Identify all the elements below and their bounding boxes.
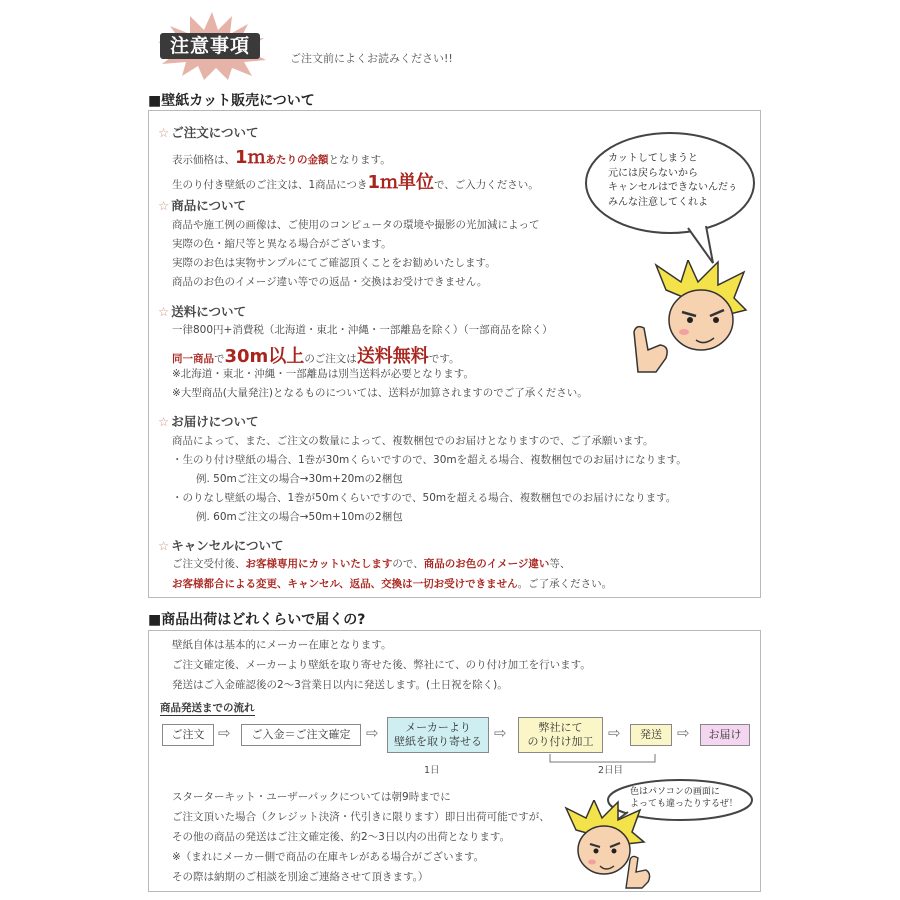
section-heading-shipping-time: ■商品出荷はどれくらいで届くの? (148, 612, 366, 628)
intro-line: ご注文確定後、メーカーより壁紙を取り寄せた後、弊社にて、のり付け加工を行います。 (172, 659, 591, 671)
note-line: その他の商品の発送はご注文確定後、約2～3日以内の出荷となります。 (172, 831, 511, 843)
flow-step-order: ご注文 (162, 724, 214, 746)
flow-title: 商品発送までの流れ (160, 702, 255, 714)
shipping-line-3: ※北海道・東北・沖縄・一部離島は別当送料が必要となります。 (172, 368, 474, 380)
star-icon: ☆ (158, 198, 170, 213)
shipping-line-2: 同一商品で30m以上のご注文は送料無料です。 (172, 346, 460, 367)
shipping-line-1: 一律800円+消費税（北海道・東北・沖縄・一部離島を除く）（一部商品を除く） (172, 324, 553, 336)
delivery-line: ・のりなし壁紙の場合、1巻が50mくらいですので、50mを超える場合、複数梱包でのお届けになります。 (172, 492, 677, 504)
cancel-line-1: ご注文受付後、お客様専用にカットいたしますので、商品のお色のイメージ違い等、 (172, 558, 571, 570)
speech-text: 色はパソコンの画面に よっても違ったりするぜ！ (630, 787, 738, 809)
note-line: ※（まれにメーカー側で商品の在庫キレがある場合がございます。 (172, 851, 485, 863)
product-line: 商品や施工例の画像は、ご使用のコンピュータの環境や撮影の光加減によって (172, 219, 540, 231)
star-icon: ☆ (158, 414, 170, 429)
order-line-1: 表示価格は、1ｍあたりの金額となります。 (172, 147, 391, 168)
cancel-title: ☆ キャンセルについて (158, 538, 284, 553)
star-icon: ☆ (158, 125, 170, 140)
delivery-line: 商品によって、また、ご注文の数量によって、複数梱包でのお届けとなりますので、ご了承願います。 (172, 435, 654, 447)
arrow-right-icon: ⇨ (366, 724, 379, 742)
cartoon-character-icon (626, 260, 756, 375)
order-title: ☆ ご注文について (158, 125, 259, 140)
note-line: スターターキット・ユーザーパックについては朝9時までに (172, 791, 451, 803)
note-line: その際は納期のご相談を別途ご連絡させて頂きます。） (172, 871, 429, 883)
shipping-title: ☆ 送料について (158, 304, 246, 319)
flow-step-payment: ご入金＝ご注文確定 (241, 724, 361, 746)
arrow-right-icon: ⇨ (677, 724, 690, 742)
speech-text: カットしてしまうと 元には戻らないから キャンセルはできないんだぅ みんな注意してくれよ (608, 153, 738, 208)
product-line: 実際の色・縮尺等と異なる場合がございます。 (172, 238, 392, 250)
delivery-example: 例. 60mご注文の場合→50m+10mの2梱包 (196, 511, 403, 523)
product-line: 実際のお色は実物サンプルにてご確認頂くことをお勧めいたします。 (172, 257, 496, 269)
intro-line: 発送はご入金確認後の2～3営業日以内に発送します。(土日祝を除く)。 (172, 679, 508, 691)
note-line: ご注文頂いた場合（クレジット決済・代引きに限ります）即日出荷可能ですが、 (172, 811, 550, 823)
delivery-title: ☆ お届けについて (158, 414, 259, 429)
arrow-right-icon: ⇨ (494, 724, 507, 742)
arrow-right-icon: ⇨ (218, 724, 231, 742)
star-icon: ☆ (158, 304, 170, 319)
intro-line: 壁紙自体は基本的にメーカー在庫となります。 (172, 639, 392, 651)
arrow-right-icon: ⇨ (608, 724, 621, 742)
flow-step-ship: 発送 (630, 724, 672, 746)
flow-step-delivered: お届け (700, 724, 750, 746)
shipping-line-4: ※大型商品(大量発注)となるものについては、送料が加算されますのでご了承ください。 (172, 387, 588, 399)
section-heading-cut-sale: ■壁紙カット販売について (148, 93, 315, 109)
star-icon: ☆ (158, 538, 170, 553)
delivery-line: ・生のり付け壁紙の場合、1巻が30mくらいですので、30mを超える場合、複数梱包でのお届けになります。 (172, 454, 687, 466)
cartoon-character-icon (556, 800, 656, 890)
flow-step-processing: 弊社にて のり付け加工 (518, 717, 603, 753)
cancel-line-2: お客様都合による変更、キャンセル、返品、交換は一切お受けできません。ご了承ください。 (172, 578, 613, 590)
day2-label: 2日目 (598, 765, 624, 776)
delivery-example: 例. 50mご注文の場合→30m+20mの2梱包 (196, 473, 403, 485)
header-note: ご注文前によくお読みください!! (290, 52, 453, 65)
order-line-2: 生のり付き壁紙のご注文は、1商品につき1ｍ単位で、ご入力ください。 (172, 172, 539, 193)
product-title: ☆ 商品について (158, 198, 246, 213)
flow-step-maker: メーカーより 壁紙を取り寄せる (387, 717, 489, 753)
notice-title: 注意事項 (160, 33, 260, 59)
product-line: 商品のお色のイメージ違い等での返品・交換はお受けできません。 (172, 276, 488, 288)
day1-label: 1日 (424, 765, 440, 776)
